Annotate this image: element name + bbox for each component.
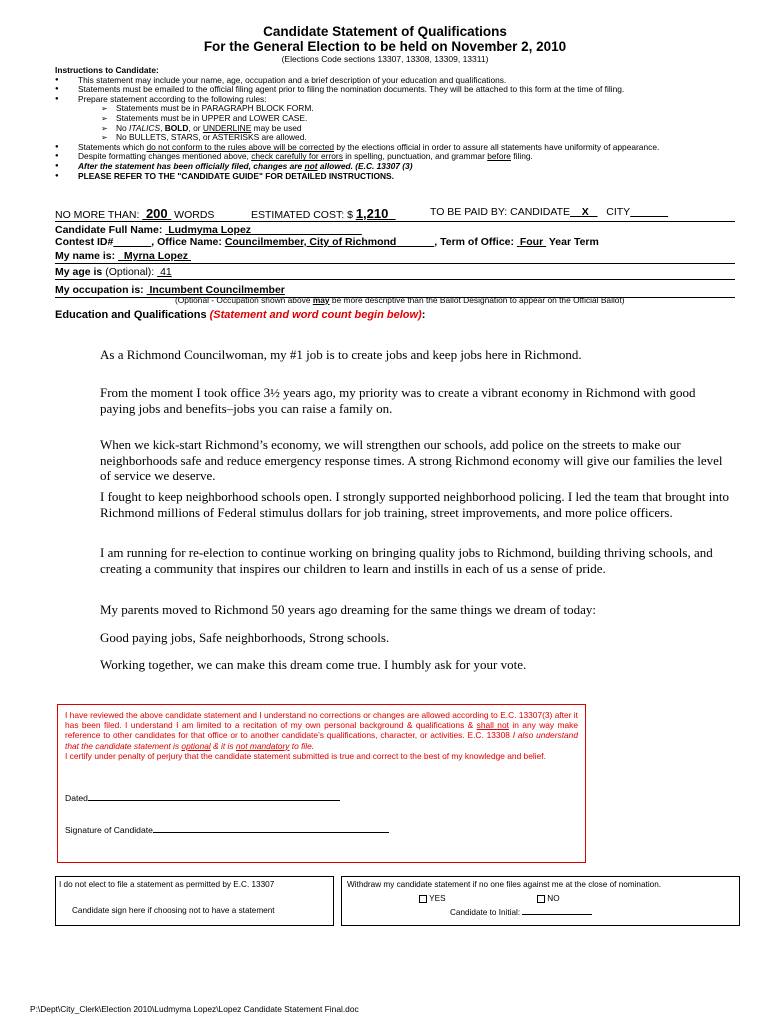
- instruction-underlined: check carefully for errors: [251, 151, 343, 162]
- statement-paragraph: As a Richmond Councilwoman, my #1 job is to create jobs and keep jobs here in Richmond.: [100, 347, 582, 362]
- cost-value: 1,210: [355, 206, 389, 221]
- office-label: , Office Name:: [151, 236, 225, 248]
- instruction-underlined: not: [304, 160, 318, 171]
- education-note: (Statement and word count begin below): [209, 309, 422, 321]
- occupation-value: Incumbent Councilmember: [149, 284, 285, 296]
- signature-field[interactable]: [153, 823, 389, 833]
- note-text: (Optional - Occupation shown above: [175, 295, 313, 305]
- cost-group: [251, 206, 396, 221]
- instruction-item: [55, 95, 745, 143]
- file-path-footer: P:\Dept\City_Clerk\Election 2010\Ludmyma Lopez\Lopez Candidate Statement Final.doc: [30, 1004, 359, 1014]
- education-colon: :: [421, 309, 426, 321]
- city-label: CITY: [606, 206, 631, 218]
- code-sections: (Elections Code sections 13307, 13308, 13309, 13311): [281, 54, 489, 64]
- note-text: be more descriptive than the Ballot Designation to appear on the Official Ballot): [329, 295, 625, 305]
- full-name-field[interactable]: Ludmyma Lopez: [168, 224, 252, 236]
- no-checkbox[interactable]: [537, 895, 545, 903]
- statement-paragraph: When we kick-start Richmond’s economy, we will strengthen our schools, add police on the streets to make our neighborhoods safe and reduce emergency response times. A strong Richmond economy will give our families the level of service we deserve.: [100, 437, 723, 483]
- dated-row: [65, 791, 340, 803]
- statement-paragraph: My parents moved to Richmond 50 years ago dreaming for the same things we dream of today:: [100, 602, 597, 617]
- cert-not-mandatory: not mandatory: [235, 740, 290, 751]
- initial-row: [450, 908, 592, 917]
- no-option[interactable]: [537, 894, 560, 903]
- instruction-item: ● Statements must be emailed to the official filing agent prior to filing the nomination documents. They will be attached to this form at the time of filing.: [55, 85, 745, 95]
- city-mark-field[interactable]: [630, 206, 668, 218]
- statement-paragraph: Working together, we can make this dream come true. I humbly ask for your vote.: [100, 657, 527, 672]
- instruction-text: Despite formatting changes mentioned above,: [78, 151, 252, 162]
- elect-sign-text[interactable]: Candidate sign here if choosing not to have a statement: [72, 906, 275, 915]
- form-subtitle: For the General Election to be held on November 2, 2010: [203, 39, 567, 54]
- initial-label: Candidate to Initial:: [450, 908, 523, 917]
- initial-field[interactable]: [522, 908, 592, 915]
- rule-underline-word: UNDERLINE: [202, 122, 252, 133]
- education-label: Education and Qualifications: [55, 309, 210, 321]
- limits-row: [55, 206, 735, 222]
- instructions-heading: Instructions to Candidate:: [55, 65, 159, 75]
- dated-field[interactable]: [88, 791, 340, 801]
- statement-paragraph: Good paying jobs, Safe neighborhoods, Strong schools.: [100, 630, 390, 645]
- cert-text: I have reviewed the above candidate statement and I understand no corrections or changes are allowed according to E.C. 13307(3) after it has been filed. I understand I am limited to a recitation of my own personal background & qualifications &: [65, 710, 578, 731]
- name-value: Myrna Lopez: [123, 250, 189, 262]
- term-field[interactable]: Four: [519, 236, 544, 248]
- rule-text: ,: [160, 122, 165, 133]
- instruction-text: filing.: [510, 151, 533, 162]
- instruction-underlined: do not conform to the rules above will be corrected: [146, 141, 335, 152]
- cert-italic: & it is: [210, 740, 236, 751]
- signature-row: [65, 823, 389, 835]
- instruction-text: Statements which: [78, 141, 147, 152]
- rule-text: may be used: [251, 122, 302, 133]
- yes-option[interactable]: [419, 894, 446, 903]
- words-label: WORDS: [171, 209, 215, 221]
- instruction-text: in spelling, punctuation, and grammar: [342, 151, 488, 162]
- elect-text: I do not elect to file a statement as permitted by E.C. 13307: [59, 880, 275, 889]
- no-label: NO: [547, 894, 560, 903]
- occupation-label: My occupation is:: [55, 284, 147, 296]
- cert-shall-not: shall not: [476, 720, 509, 731]
- full-name-label: Candidate Full Name:: [55, 224, 163, 236]
- rule-text: , or: [188, 122, 203, 133]
- office-field[interactable]: Councilmember, City of Richmond: [224, 236, 397, 248]
- contest-row: [55, 236, 599, 248]
- statement-paragraph: From the moment I took office 3½ years ago, my priority was to create a vibrant economy in Richmond with good paying jobs and benefits–jobs you can raise a family on.: [100, 385, 696, 416]
- age-label: My age is: [55, 266, 103, 278]
- paid-by-label: TO BE PAID BY: CANDIDATE: [430, 206, 571, 218]
- instructions-list: [55, 76, 745, 182]
- full-name-row: [55, 224, 362, 236]
- contest-label: Contest ID#: [55, 236, 114, 248]
- instruction-item: ● PLEASE REFER TO THE "CANDIDATE GUIDE" FOR DETAILED INSTRUCTIONS.: [55, 172, 745, 182]
- name-row[interactable]: [55, 250, 735, 264]
- withdraw-box: [341, 876, 740, 926]
- name-label: My name is:: [55, 250, 119, 262]
- candidate-mark-field[interactable]: X: [581, 206, 589, 218]
- age-optional: (Optional):: [102, 266, 158, 278]
- cert-italic: to file.: [289, 740, 315, 751]
- rule-bold-word: BOLD: [164, 122, 189, 133]
- certification-text: [65, 710, 578, 761]
- instructions: [55, 66, 745, 181]
- cert-text: in any way make reference to other candidates for that office or to another candidate’s qualifications, character, or activities. E.C. 13308: [65, 720, 578, 741]
- dated-label: Dated: [65, 793, 88, 803]
- yes-label: YES: [429, 894, 446, 903]
- instruction-text: Prepare statement according to the following rules:: [78, 93, 267, 104]
- form-title: Candidate Statement of Qualifications: [263, 24, 507, 39]
- yes-checkbox[interactable]: [419, 895, 427, 903]
- education-heading: [55, 309, 425, 321]
- rule-text: No: [116, 122, 130, 133]
- age-row[interactable]: [55, 266, 735, 280]
- rule-item: ➢ Statements must be in UPPER and LOWER CASE.: [78, 114, 745, 124]
- term-label: , Term of Office:: [434, 236, 517, 248]
- rule-item: ➢ Statements must be in PARAGRAPH BLOCK FORM.: [78, 104, 745, 114]
- occupation-note: [175, 295, 625, 305]
- cert-perjury: I certify under penalty of perjury that the candidate statement submitted is true and correct to the best of my knowledge and belief.: [65, 750, 546, 761]
- signature-label: Signature of Candidate: [65, 825, 153, 835]
- instruction-item: ● This statement may include your name, age, occupation and a brief description of your education and qualifications.: [55, 76, 745, 86]
- instruction-text: allowed. (E.C. 13307 (3): [317, 160, 413, 171]
- age-value: 41: [160, 266, 172, 278]
- term-suffix: Year Term: [546, 236, 599, 248]
- rule-italics-word: ITALICS: [129, 122, 161, 133]
- contest-id-field[interactable]: [113, 236, 151, 248]
- note-may: may: [312, 295, 330, 305]
- certification-box: [57, 704, 586, 863]
- cost-label: ESTIMATED COST: $: [251, 209, 356, 221]
- instruction-text: After the statement has been officially filed, changes are: [78, 160, 305, 171]
- cert-optional: optional: [181, 740, 211, 751]
- rules-list: [78, 104, 745, 142]
- instruction-text: by the elections official in order to assure all statements have uniformity of appearance.: [334, 141, 660, 152]
- word-limit-value: 200: [145, 206, 168, 221]
- withdraw-text: Withdraw my candidate statement if no one files against me at the close of nomination.: [347, 880, 662, 889]
- rule-item: ➢ No BULLETS, STARS, or ASTERISKS are allowed.: [78, 133, 745, 143]
- elect-box: [55, 876, 334, 926]
- statement-paragraph: I am running for re-election to continue working on bringing quality jobs to Richmond, building thriving schools, and creating a community that inspires our children to learn and instills in each of us a sense of pride.: [100, 545, 713, 576]
- statement-paragraph: I fought to keep neighborhood schools open. I strongly supported neighborhood policing. I led the team that brought into Richmond millions of Federal stimulus dollars for job training, street improvements, and more police officers.: [100, 489, 729, 520]
- cert-italic: I also understand that the candidate statement is: [65, 730, 578, 751]
- paid-by-group: [430, 206, 668, 218]
- instruction-underlined: before: [487, 151, 511, 162]
- word-limit-label: NO MORE THAN:: [55, 209, 143, 221]
